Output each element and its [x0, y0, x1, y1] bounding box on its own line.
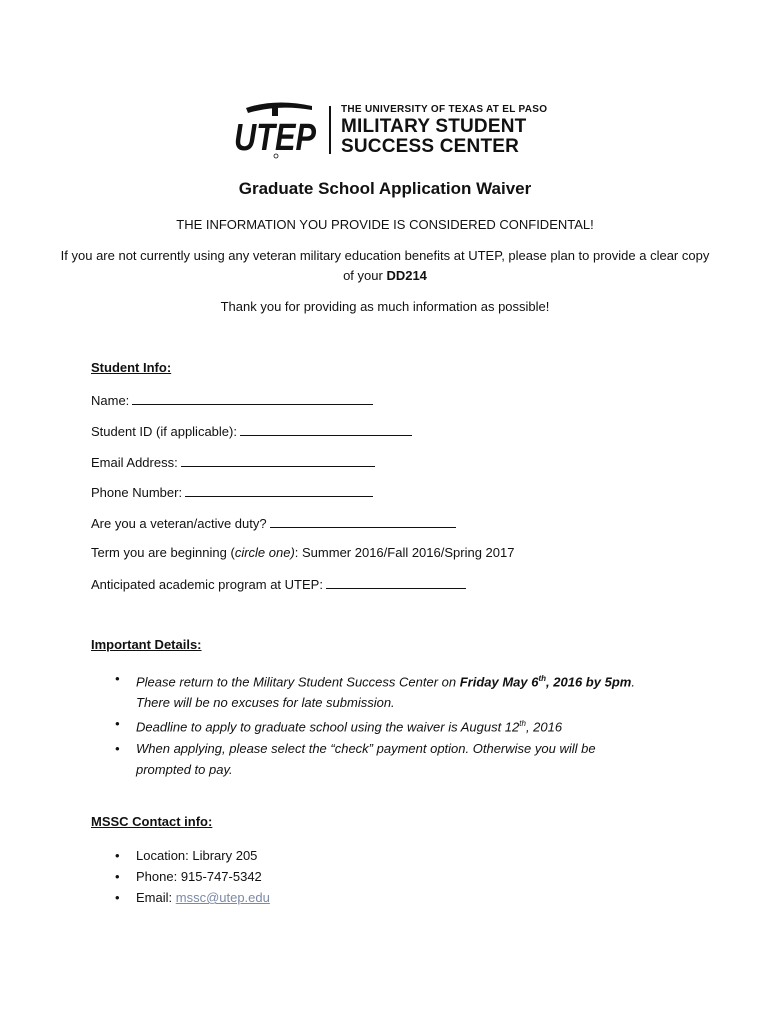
page-title: Graduate School Application Waiver: [238, 179, 532, 198]
veteran-label: Are you a veteran/active duty?: [91, 516, 267, 531]
term-options[interactable]: : Summer 2016/Fall 2016/Spring 2017: [294, 545, 515, 560]
student-id-blank[interactable]: [240, 422, 412, 436]
list-item: [91, 713, 691, 737]
email-label: Email Address:: [91, 455, 178, 470]
name-blank[interactable]: [132, 391, 373, 405]
return-time: , 2016 by 5pm: [546, 674, 632, 690]
important-details-heading: Important Details:: [91, 637, 202, 652]
name-label: Name:: [91, 393, 130, 408]
email-field: [91, 453, 375, 472]
contact-list: [91, 845, 691, 908]
bullet-icon: •: [115, 671, 120, 686]
contact-heading: MSSC Contact info:: [91, 814, 213, 829]
program-blank[interactable]: [326, 575, 466, 589]
bullet-icon: •: [115, 740, 120, 756]
return-text: Please return to the Military Student Success Center on: [136, 674, 460, 690]
return-end: .: [631, 674, 635, 690]
benefits-notice: [60, 246, 710, 286]
utep-logo-mark: [232, 100, 320, 162]
confidential-notice: THE INFORMATION YOU PROVIDE IS CONSIDERED CONFIDENTAL!: [176, 217, 594, 232]
email-blank[interactable]: [181, 453, 375, 467]
phone-field: [91, 483, 373, 502]
bullet-icon: •: [115, 848, 120, 863]
late-notice: There will be no excuses for late submission.: [136, 695, 395, 711]
deadline-text: Deadline to apply to graduate school using the waiver is August 12: [136, 719, 520, 735]
bullet-icon: •: [115, 890, 120, 905]
list-item: [91, 887, 691, 908]
list-item: [91, 845, 691, 866]
program-field: [91, 575, 466, 594]
name-field: [91, 391, 373, 410]
bullet-icon: •: [115, 869, 120, 884]
contact-email-label: Email:: [136, 890, 176, 905]
payment-text-end: prompted to pay.: [136, 761, 233, 777]
phone-label: Phone Number:: [91, 485, 183, 500]
university-name: THE UNIVERSITY OF TEXAS AT EL PASO: [341, 104, 548, 115]
benefits-text: If you are not currently using any veteran military education benefits at UTEP, please plan to provide a clear copy of your: [60, 248, 710, 283]
dd214-text: DD214: [386, 268, 427, 283]
payment-text: When applying, please select the “check” payment option. Otherwise you will be: [136, 740, 596, 756]
contact-location: Location: Library 205: [136, 848, 258, 863]
return-date: Friday May 6: [459, 674, 539, 690]
center-name-line1: MILITARY STUDENT: [341, 116, 527, 137]
student-info-heading: Student Info:: [91, 360, 172, 375]
program-label: Anticipated academic program at UTEP:: [91, 577, 323, 592]
contact-email-link[interactable]: mssc@utep.edu: [175, 890, 270, 905]
list-item: [91, 866, 691, 887]
center-name-line2: SUCCESS CENTER: [341, 136, 520, 157]
phone-blank[interactable]: [185, 483, 373, 497]
veteran-blank[interactable]: [270, 514, 456, 528]
list-item: [91, 668, 691, 713]
deadline-sup: th: [519, 719, 526, 729]
term-label-start: Term you are beginning (: [91, 545, 235, 560]
term-field: [91, 544, 514, 562]
student-id-field: [91, 422, 412, 441]
bullet-icon: •: [115, 716, 120, 732]
thanks-note: Thank you for providing as much information as possible!: [220, 299, 550, 314]
student-id-label: Student ID (if applicable):: [91, 424, 237, 439]
term-circle-one: circle one): [234, 545, 295, 560]
deadline-year: , 2016: [525, 719, 563, 735]
veteran-field: [91, 514, 456, 533]
important-details-list: [91, 668, 691, 780]
mssc-logo: [232, 100, 552, 162]
list-item: [91, 738, 691, 780]
contact-phone: Phone: 915-747-5342: [136, 869, 262, 884]
return-date-sup: th: [538, 674, 547, 683]
logo-divider: [329, 106, 331, 154]
utep-logo-text: UTEP: [234, 117, 317, 159]
